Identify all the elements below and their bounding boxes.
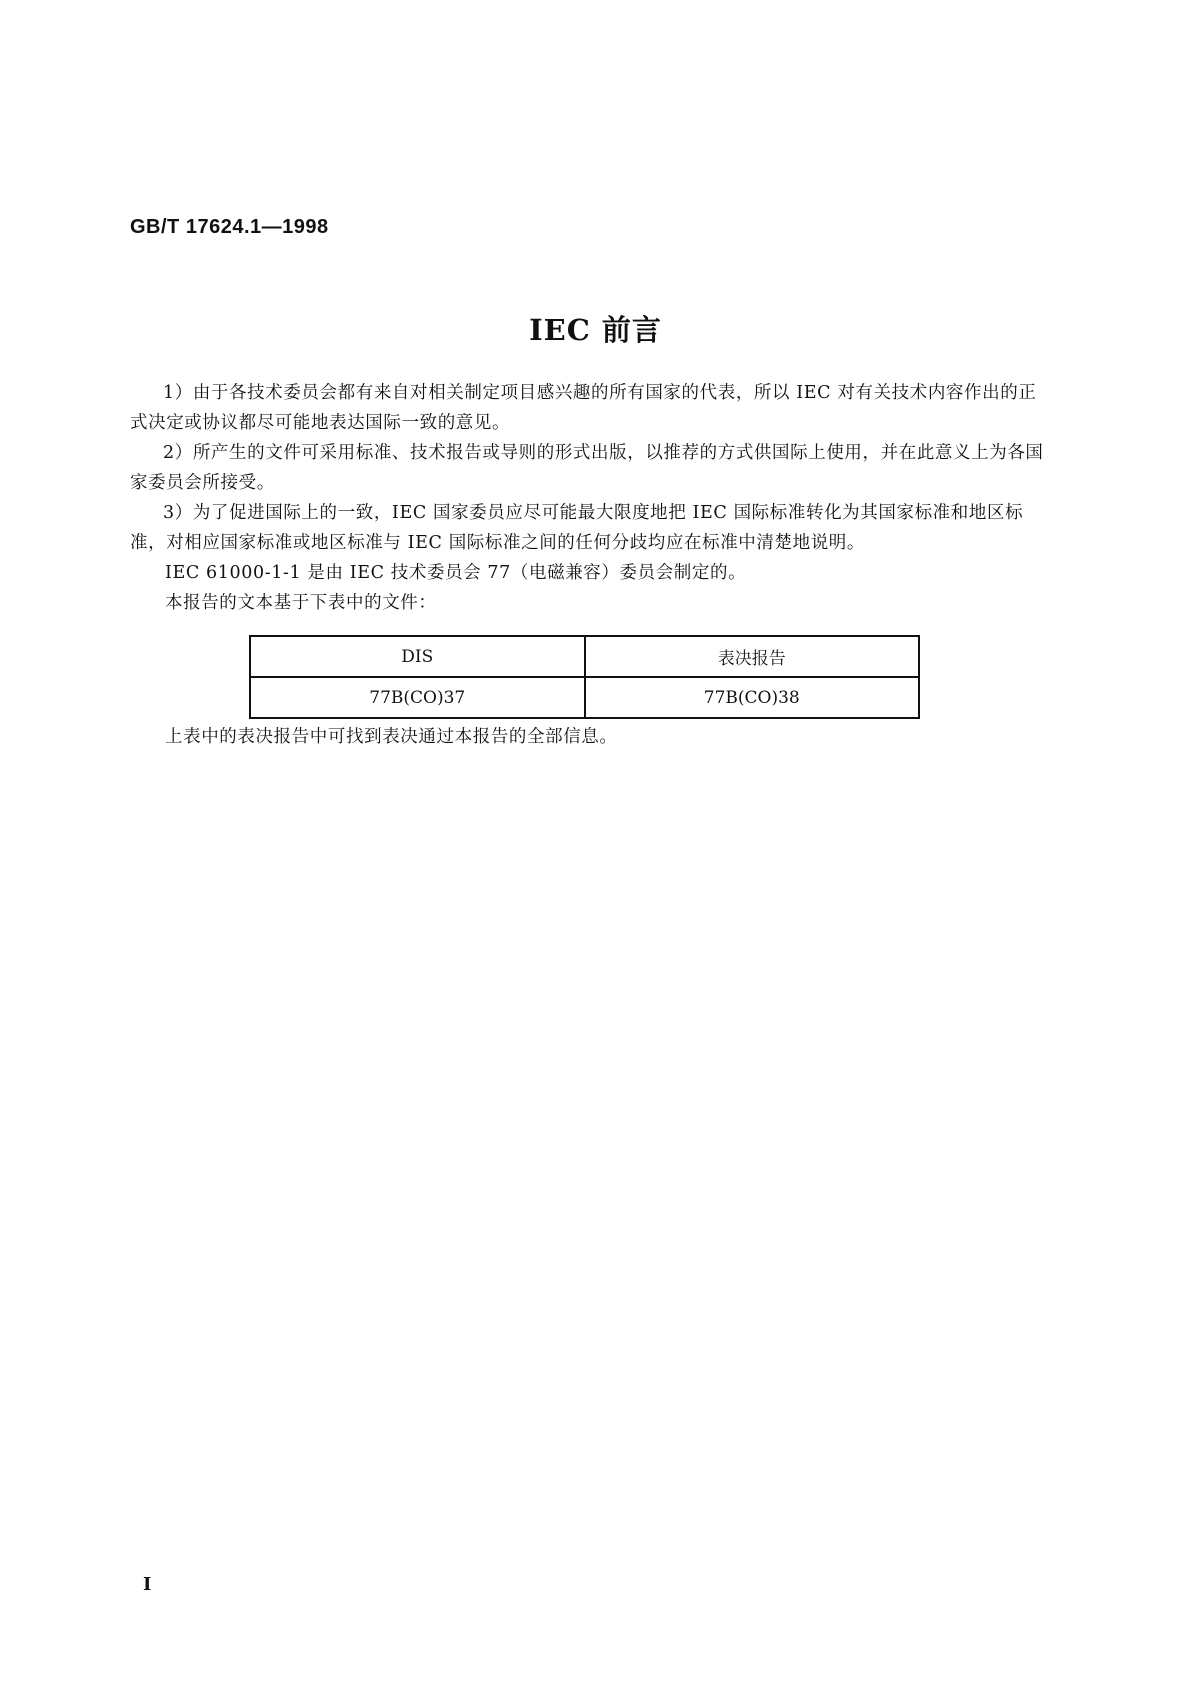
committee-statement: IEC 61000-1-1 是由 IEC 技术委员会 77（电磁兼容）委员会制定的。 [165, 563, 747, 583]
paragraph-1: 1）由于各技术委员会都有来自对相关制定项目感兴趣的所有国家的代表，所以 IEC 对有关技术内容作出的正式决定或协议都尽可能地表达国际一致的意见。 [130, 383, 1037, 433]
header-voting-report: 表决报告 [585, 636, 920, 677]
table-intro: 本报告的文本基于下表中的文件： [165, 593, 437, 613]
page-number: Ⅰ [143, 1574, 152, 1595]
standard-code: GB/T 17624.1—1998 [130, 216, 329, 238]
paragraph-3: 3）为了促进国际上的一致，IEC 国家委员应尽可能最大限度地把 IEC 国际标准转化为其国家标准和地区标准，对相应国家标准或地区标准与 IEC 国际标准之间的任何分歧均应在标准中清楚地说明。 [130, 503, 1024, 553]
foreword-body [130, 378, 1050, 618]
documents-table [249, 635, 920, 719]
table-note: 上表中的表决报告中可找到表决通过本报告的全部信息。 [165, 727, 618, 747]
table-header-row [250, 636, 919, 677]
cell-voting-report-value: 77B(CO)38 [585, 677, 920, 718]
cell-dis-value: 77B(CO)37 [250, 677, 585, 718]
table-row [250, 677, 919, 718]
paragraph-2: 2）所产生的文件可采用标准、技术报告或导则的形式出版，以推荐的方式供国际上使用，并在此意义上为各国家委员会所接受。 [130, 443, 1044, 493]
page-title: IEC 前言 [529, 313, 662, 347]
header-dis: DIS [250, 636, 585, 677]
